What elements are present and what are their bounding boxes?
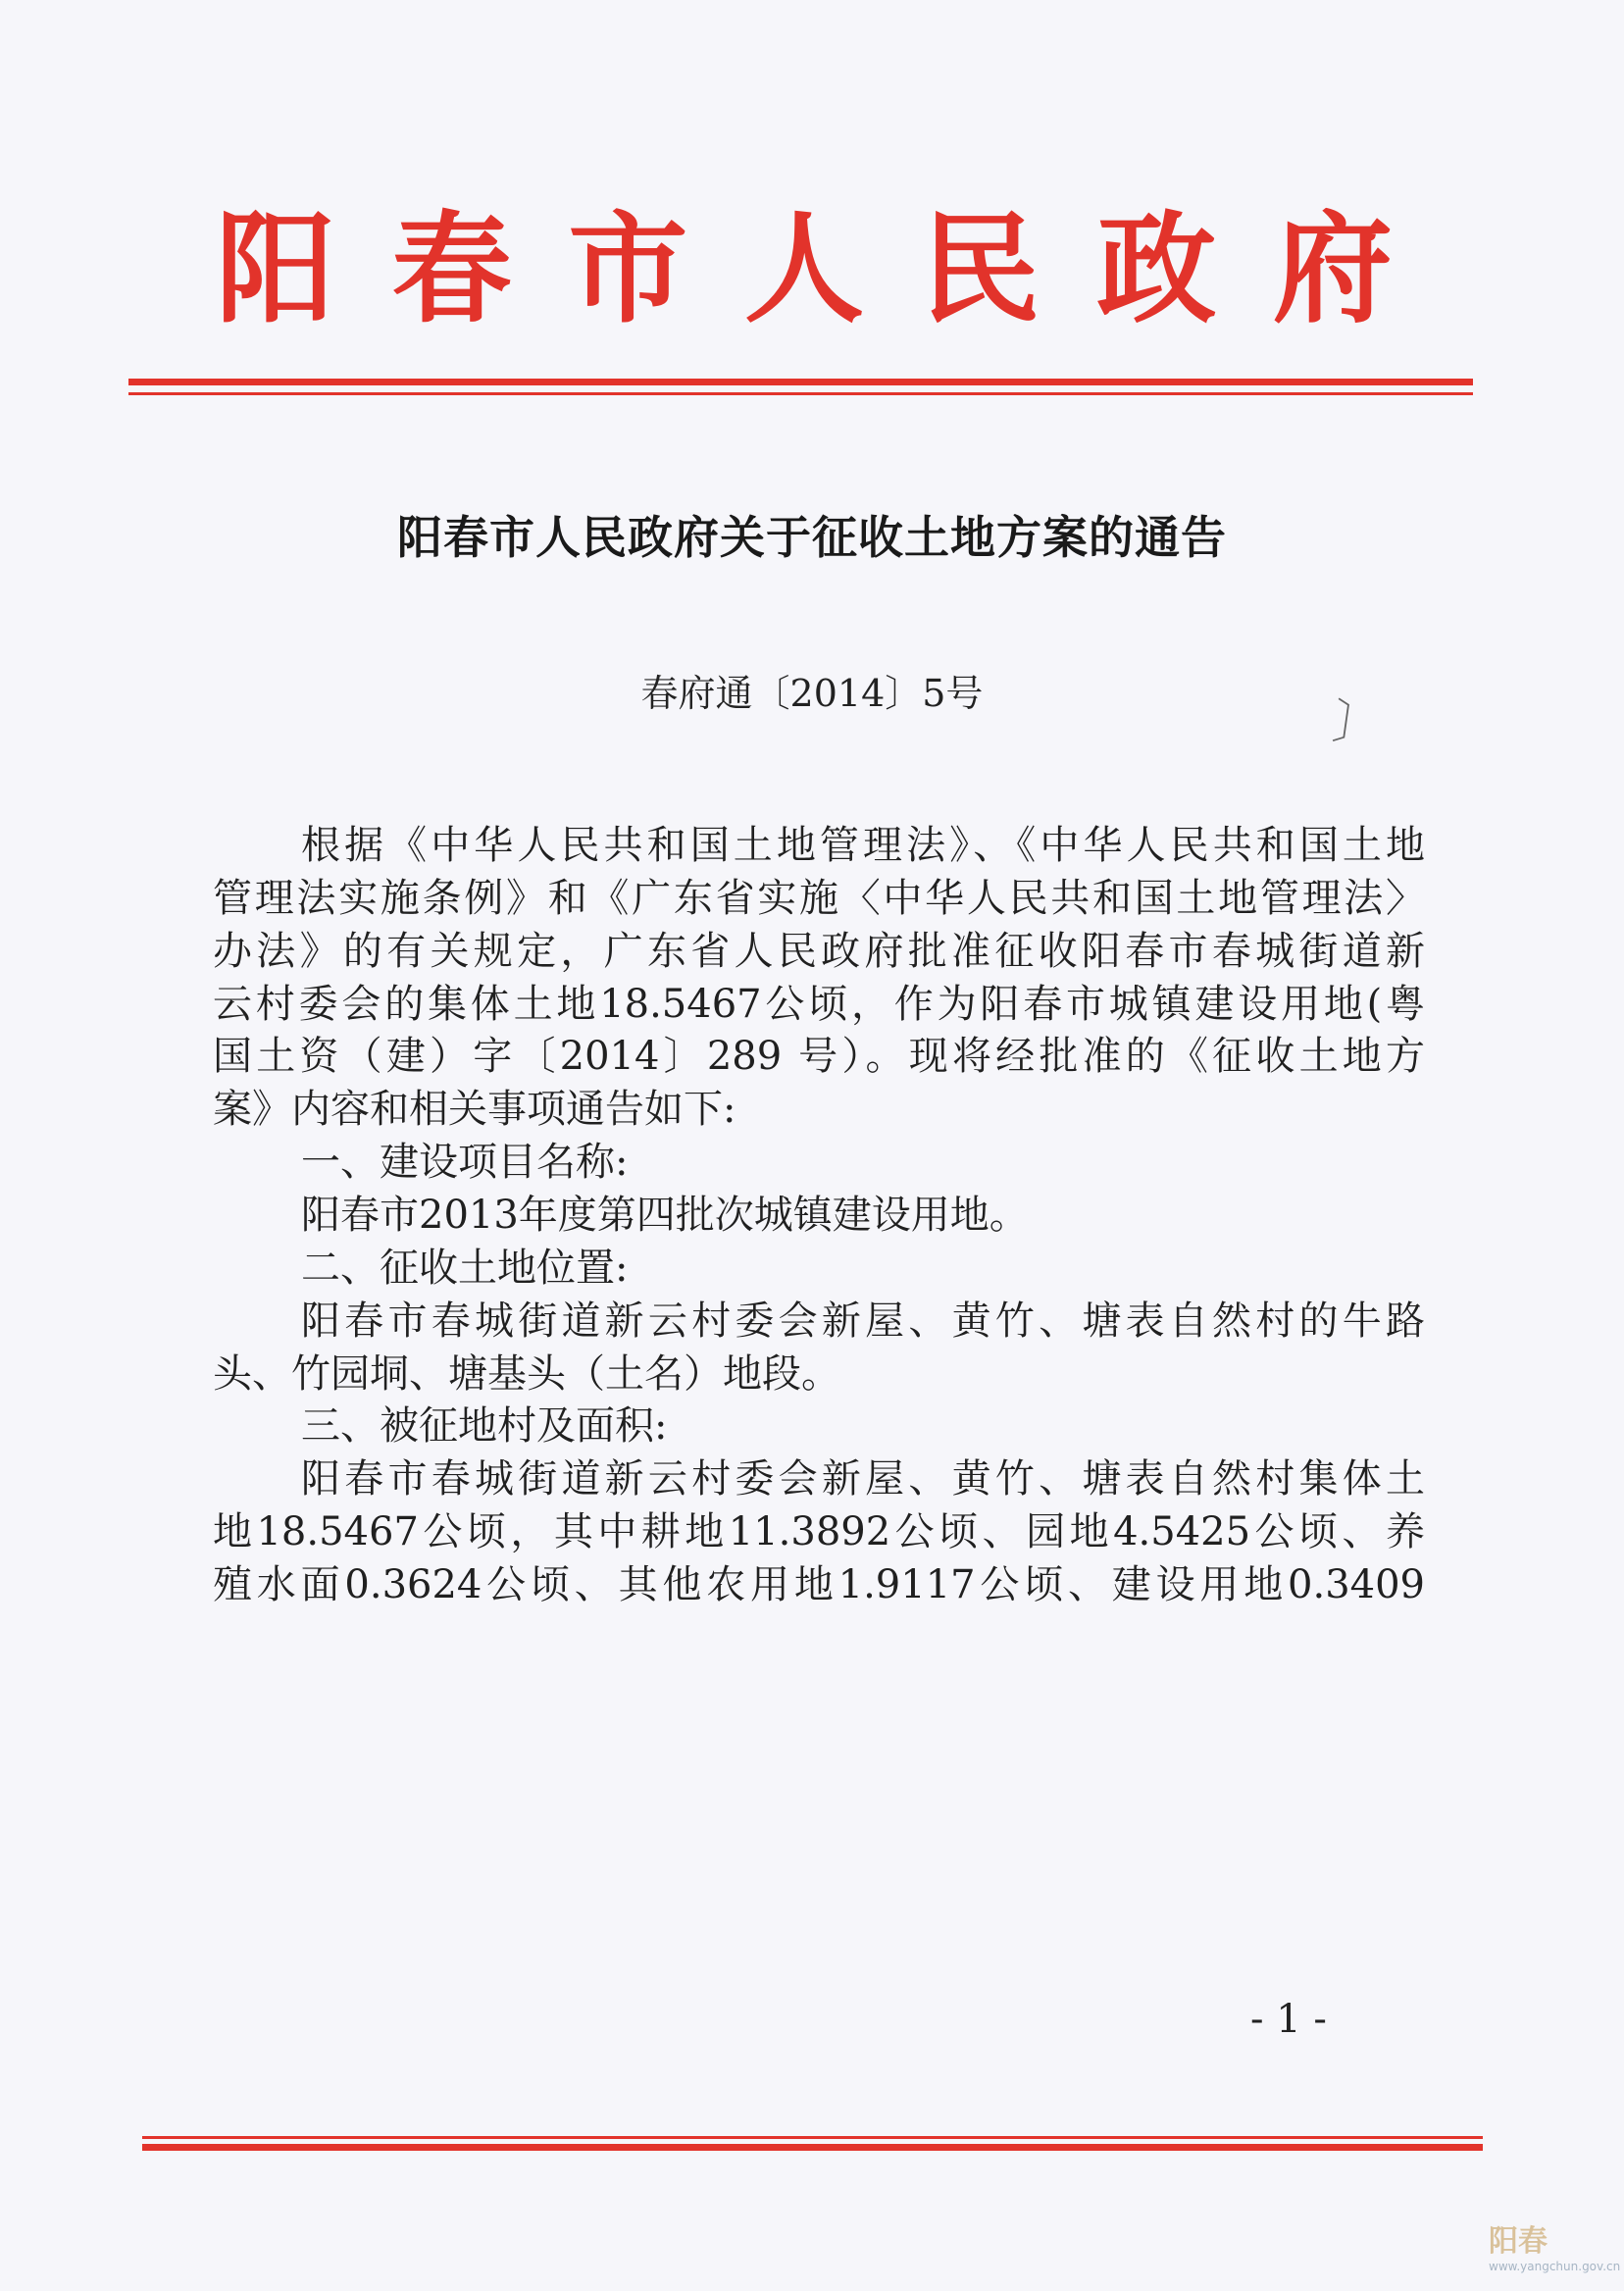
- body-line: 二、征收土地位置:: [301, 1246, 629, 1291]
- header-char: 人: [743, 200, 864, 339]
- body-line: 案》内容和相关事项通告如下:: [213, 1087, 736, 1132]
- body-line: 头、竹园垌、塘基头（土名）地段。: [213, 1351, 840, 1397]
- header-divider-thick: [128, 379, 1473, 385]
- body-line: 云村委会的集体土地18.5467公顷，作为阳春市城镇建设用地(粤: [213, 982, 1425, 1027]
- body-line: 阳春市2013年度第四批次城镇建设用地。: [301, 1193, 1029, 1238]
- watermark-url: www.yangchun.gov.cn: [1489, 2260, 1621, 2273]
- body-line: 阳春市春城街道新云村委会新屋、黄竹、塘表自然村集体土: [301, 1456, 1425, 1502]
- watermark-logo-text: 阳春: [1489, 2224, 1548, 2259]
- body-line: 办法》的有关规定，广东省人民政府批准征收阳春市春城街道新: [213, 929, 1425, 974]
- page-number: - 1 -: [1250, 1997, 1327, 2042]
- header-char: 府: [1272, 200, 1393, 339]
- header-char: 春: [391, 200, 512, 339]
- body-line: 国土资（建）字〔2014〕289 号）。现将经批准的《征收土地方: [213, 1034, 1425, 1079]
- body-line: 地18.5467公顷，其中耕地11.3892公顷、园地4.5425公顷、养: [213, 1509, 1425, 1554]
- body-line: 根据《中华人民共和国土地管理法》、《中华人民共和国土地: [301, 823, 1425, 868]
- footer-divider-thin: [142, 2136, 1483, 2139]
- site-watermark-logo: [1489, 2224, 1621, 2283]
- header-char: 政: [1096, 200, 1217, 339]
- issuing-authority-header: [216, 191, 1393, 348]
- header-char: 市: [568, 200, 688, 339]
- header-char: 民: [920, 200, 1040, 339]
- document-number: 春府通〔2014〕5号: [640, 672, 984, 715]
- body-line: 三、被征地村及面积:: [301, 1403, 668, 1449]
- footer-divider-thick: [142, 2144, 1483, 2151]
- body-line: 一、建设项目名称:: [301, 1140, 629, 1185]
- header-char: 阳: [216, 200, 335, 339]
- notice-title: 阳春市人民政府关于征收土地方案的通告: [397, 511, 1227, 564]
- header-divider-thin: [128, 392, 1473, 395]
- body-line: 阳春市春城街道新云村委会新屋、黄竹、塘表自然村的牛路: [301, 1298, 1425, 1344]
- scan-mark: 〕: [1329, 693, 1385, 756]
- body-line: 管理法实施条例》和《广东省实施〈中华人民共和国土地管理法〉: [213, 876, 1425, 921]
- body-line: 殖水面0.3624公顷、其他农用地1.9117公顷、建设用地0.3409: [213, 1562, 1425, 1607]
